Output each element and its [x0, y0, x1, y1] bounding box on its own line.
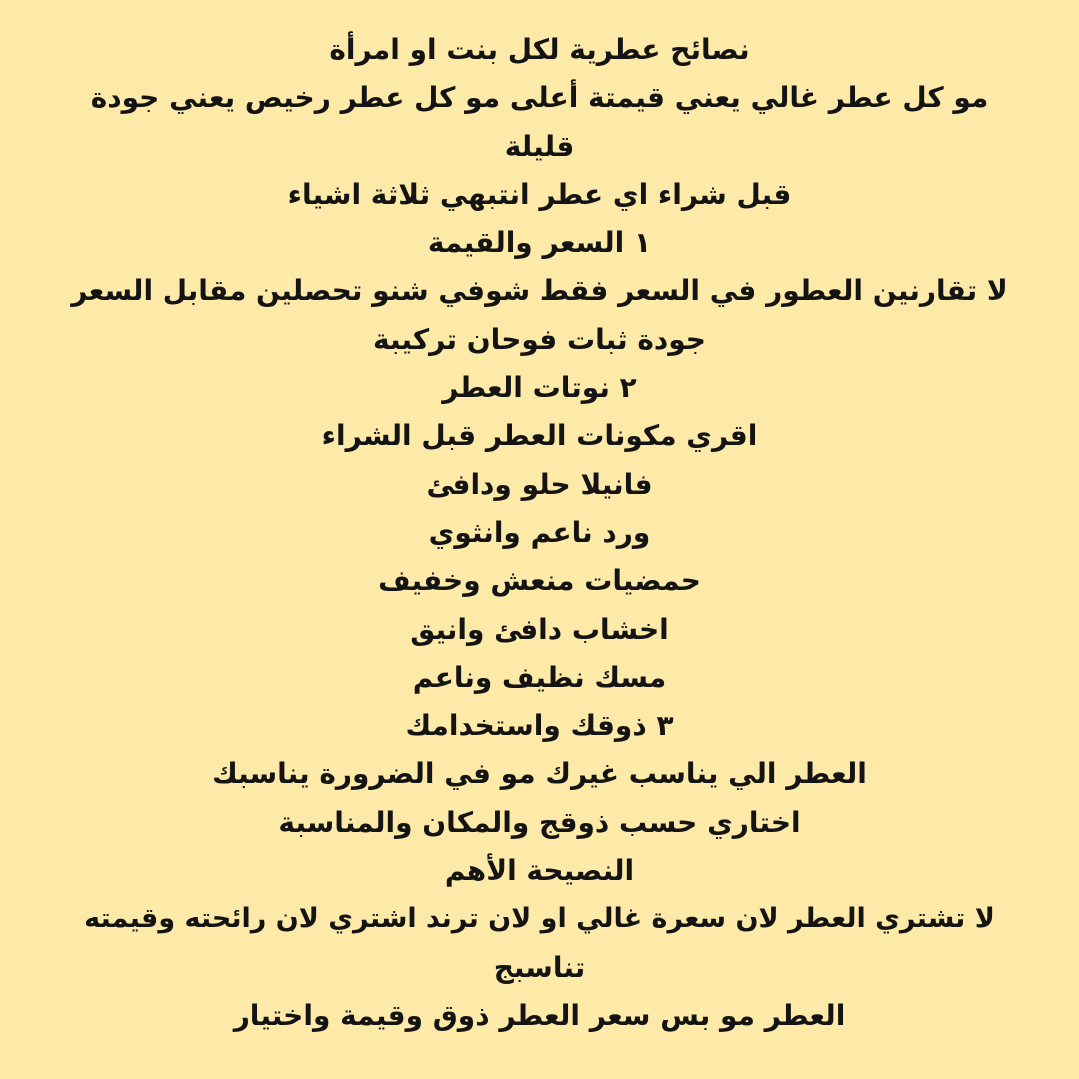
- text-line: قبل شراء اي عطر انتبهي ثلاثة اشياء: [287, 177, 792, 211]
- section-heading: ١ السعر والقيمة: [427, 226, 652, 260]
- document-title: نصائح عطرية لكل بنت او امرأة: [329, 33, 750, 66]
- list-item: حمضيات منعش وخفيف: [378, 564, 701, 598]
- list-item: مسك نظيف وناعم: [412, 660, 667, 694]
- text-line: العطر الي يناسب غيرك مو في الضرورة يناسبك: [212, 757, 867, 791]
- closing-line: العطر مو بس سعر العطر ذوق وقيمة واختيار: [233, 998, 846, 1032]
- section-heading: النصيحة الأهم: [444, 854, 635, 888]
- list-item: فانيلا حلو ودافئ: [426, 467, 653, 501]
- list-item: اخشاب دافئ وانيق: [410, 612, 669, 646]
- text-line: لا تقارنين العطور في السعر فقط شوفي شنو تحصلين مقابل السعر: [71, 274, 1008, 308]
- text-line: اقري مكونات العطر قبل الشراء: [321, 419, 758, 453]
- text-line: اختاري حسب ذوقج والمكان والمناسبة: [278, 805, 801, 839]
- text-line: قليلة: [504, 129, 575, 163]
- text-line: جودة ثبات فوحان تركيبة: [372, 322, 706, 356]
- text-line: تناسبج: [493, 950, 586, 984]
- section-heading: ٣ ذوقك واستخدامك: [405, 709, 674, 743]
- text-line: لا تشتري العطر لان سعرة غالي او لان ترند اشتري لان رائحته وقيمته: [84, 903, 995, 935]
- list-item: ورد ناعم وانثوي: [428, 515, 651, 549]
- text-line: مو كل عطر غالي يعني قيمتة أعلى مو كل عطر رخيص يعني جودة: [90, 81, 989, 115]
- section-heading: ٢ نوتات العطر: [442, 371, 637, 405]
